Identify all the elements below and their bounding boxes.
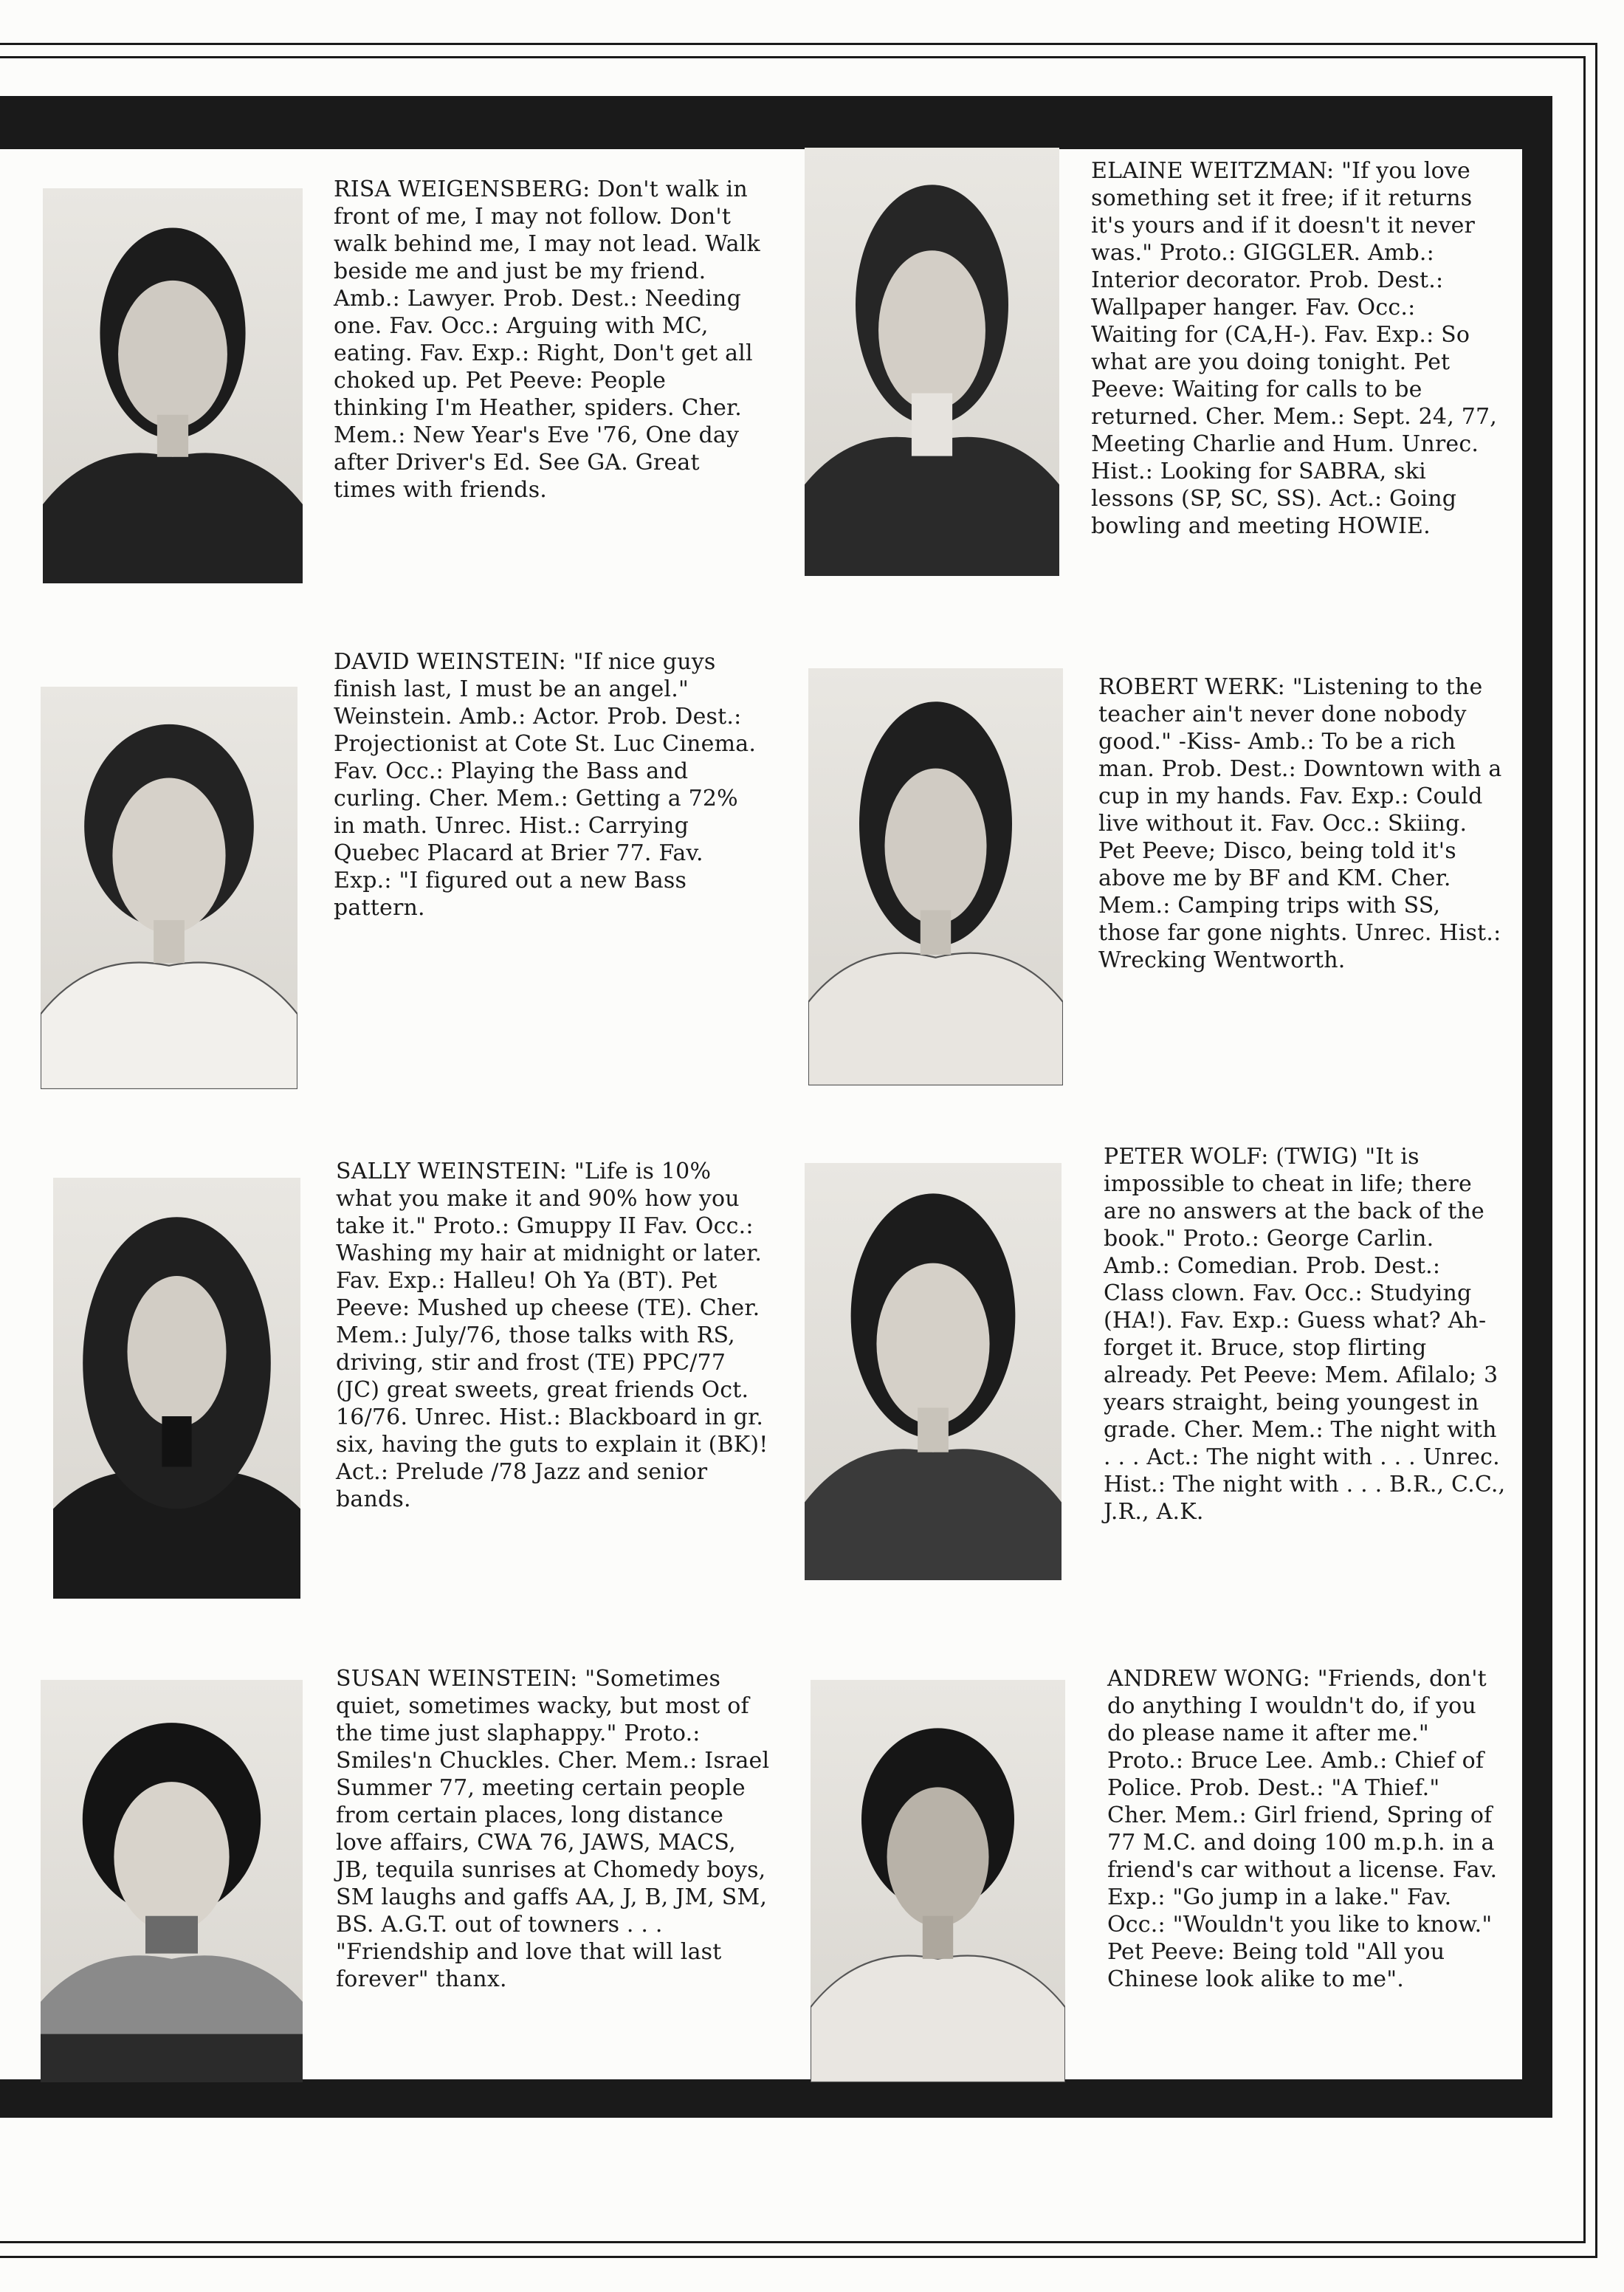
portrait-photo bbox=[805, 148, 1059, 576]
inner-frame-right bbox=[1583, 56, 1586, 2243]
portrait-photo bbox=[811, 1680, 1065, 2082]
entry-elaine-weitzman: ELAINE WEITZMAN: "If you love something set it free; if it returns it's yours and if it doesn't it never was." Proto.: GIGGLER. Amb.: Interior decorator. Prob. Dest.: Wallpaper hanger. Fav. Occ.: Waiting for (CA,H-). Fav. Exp.: So what are you doing tonight. Pet Peeve: Waiting for calls to be returned. Cher. Mem.: Sept. 24, 77, Meeting Charlie and Hum. Unrec. Hist.: Looking for SABRA, ski lessons (SP, SC, SS). Act.: Going bowling and meeting HOWIE. bbox=[1091, 158, 1498, 539]
entry-david-weinstein: DAVID WEINSTEIN: "If nice guys finish last, I must be an angel." Weinstein. Amb.: Actor. Prob. Dest.: Projectionist at Cote St. Luc Cinema. Fav. Occ.: Playing the Bass and curling. Cher. Mem.: Getting a 72% in math. Unrec. Hist.: Carrying Quebec Placard at Brier 77. Fav. Exp.: "I figured out a new Bass pattern. bbox=[334, 649, 757, 921]
black-band-right bbox=[1522, 96, 1552, 2118]
portrait-photo bbox=[41, 1680, 303, 2082]
outer-frame-bottom bbox=[0, 2256, 1597, 2258]
entry-peter-wolf: PETER WOLF: (TWIG) "It is impossible to cheat in life; there are no answers at the back of the book." Proto.: George Carlin. Amb.: Comedian. Prob. Dest.: Class clown. Fav. Occ.: Studying (HA!). Fav. Exp.: Guess what? Ah-forget it. Bruce, stop flirting already. Pet Peeve: Mem. Afilalo; 3 years straight, being youngest in grade. Cher. Mem.: The night with . . . Act.: The night with . . . Unrec. Hist.: The night with . . . B.R., C.C., J.R., A.K. bbox=[1104, 1144, 1506, 1525]
entry-risa-weigensberg: RISA WEIGENSBERG: Don't walk in front of me, I may not follow. Don't walk behind me, I may not lead. Walk beside me and just be my friend. Amb.: Lawyer. Prob. Dest.: Needing one. Fav. Occ.: Arguing with MC, eating. Fav. Exp.: Right, Don't get all choked up. Pet Peeve: People thinking I'm Heather, spiders. Cher. Mem.: New Year's Eve '76, One day after Driver's Ed. See GA. Great times with friends. bbox=[334, 176, 760, 503]
entry-sally-weinstein: SALLY WEINSTEIN: "Life is 10% what you make it and 90% how you take it." Proto.: Gmuppy II Fav. Occ.: Washing my hair at midnight or later. Fav. Exp.: Halleu! Oh Ya (BT). Pet Peeve: Mushed up cheese (TE). Cher. Mem.: July/76, those talks with RS, driving, stir and frost (TE) PPC/77 (JC) great sweets, great friends Oct. 16/76. Unrec. Hist.: Blackboard in gr. six, having the guts to explain it (BK)! Act.: Prelude /78 Jazz and senior bands. bbox=[336, 1159, 768, 1512]
entry-robert-werk: ROBERT WERK: "Listening to the teacher ain't never done nobody good." -Kiss- Amb.: To be a rich man. Prob. Dest.: Downtown with a cup in my hands. Fav. Exp.: Could live without it. Fav. Occ.: Skiing. Pet Peeve; Disco, being told it's above me by BF and KM. Cher. Mem.: Camping trips with SS, those far gone nights. Unrec. Hist.: Wrecking Wentworth. bbox=[1098, 674, 1502, 973]
black-band-top bbox=[0, 96, 1552, 149]
portrait-photo bbox=[43, 188, 303, 583]
portrait-photo bbox=[808, 668, 1063, 1085]
entry-andrew-wong: ANDREW WONG: "Friends, don't do anything I wouldn't do, if you do please name it after me." Proto.: Bruce Lee. Amb.: Chief of Police. Prob. Dest.: "A Thief." Cher. Mem.: Girl friend, Spring of 77 M.C. and doing 100 m.p.h. in a friend's car without a license. Fav. Exp.: "Go jump in a lake." Fav. Occ.: "Wouldn't you like to know." Pet Peeve: Being told "All you Chinese look alike to me". bbox=[1107, 1666, 1498, 1992]
outer-frame-right bbox=[1595, 43, 1597, 2258]
portrait-photo bbox=[41, 687, 297, 1089]
outer-frame-top bbox=[0, 43, 1597, 45]
black-band-bottom bbox=[0, 2079, 1552, 2118]
portrait-photo bbox=[805, 1163, 1062, 1580]
inner-frame-bottom bbox=[0, 2241, 1586, 2243]
entry-susan-weinstein: SUSAN WEINSTEIN: "Sometimes quiet, sometimes wacky, but most of the time just slaphappy." Proto.: Smiles'n Chuckles. Cher. Mem.: Israel Summer 77, meeting certain people from certain places, long distance love affairs, CWA 76, JAWS, MACS, JB, tequila sunrises at Chomedy boys, SM laughs and gaffs AA, J, B, JM, SM, BS. A.G.T. out of towners . . . "Friendship and love that will last forever" thanx. bbox=[336, 1666, 770, 1992]
portrait-photo bbox=[53, 1178, 300, 1599]
inner-frame-top bbox=[0, 56, 1586, 58]
